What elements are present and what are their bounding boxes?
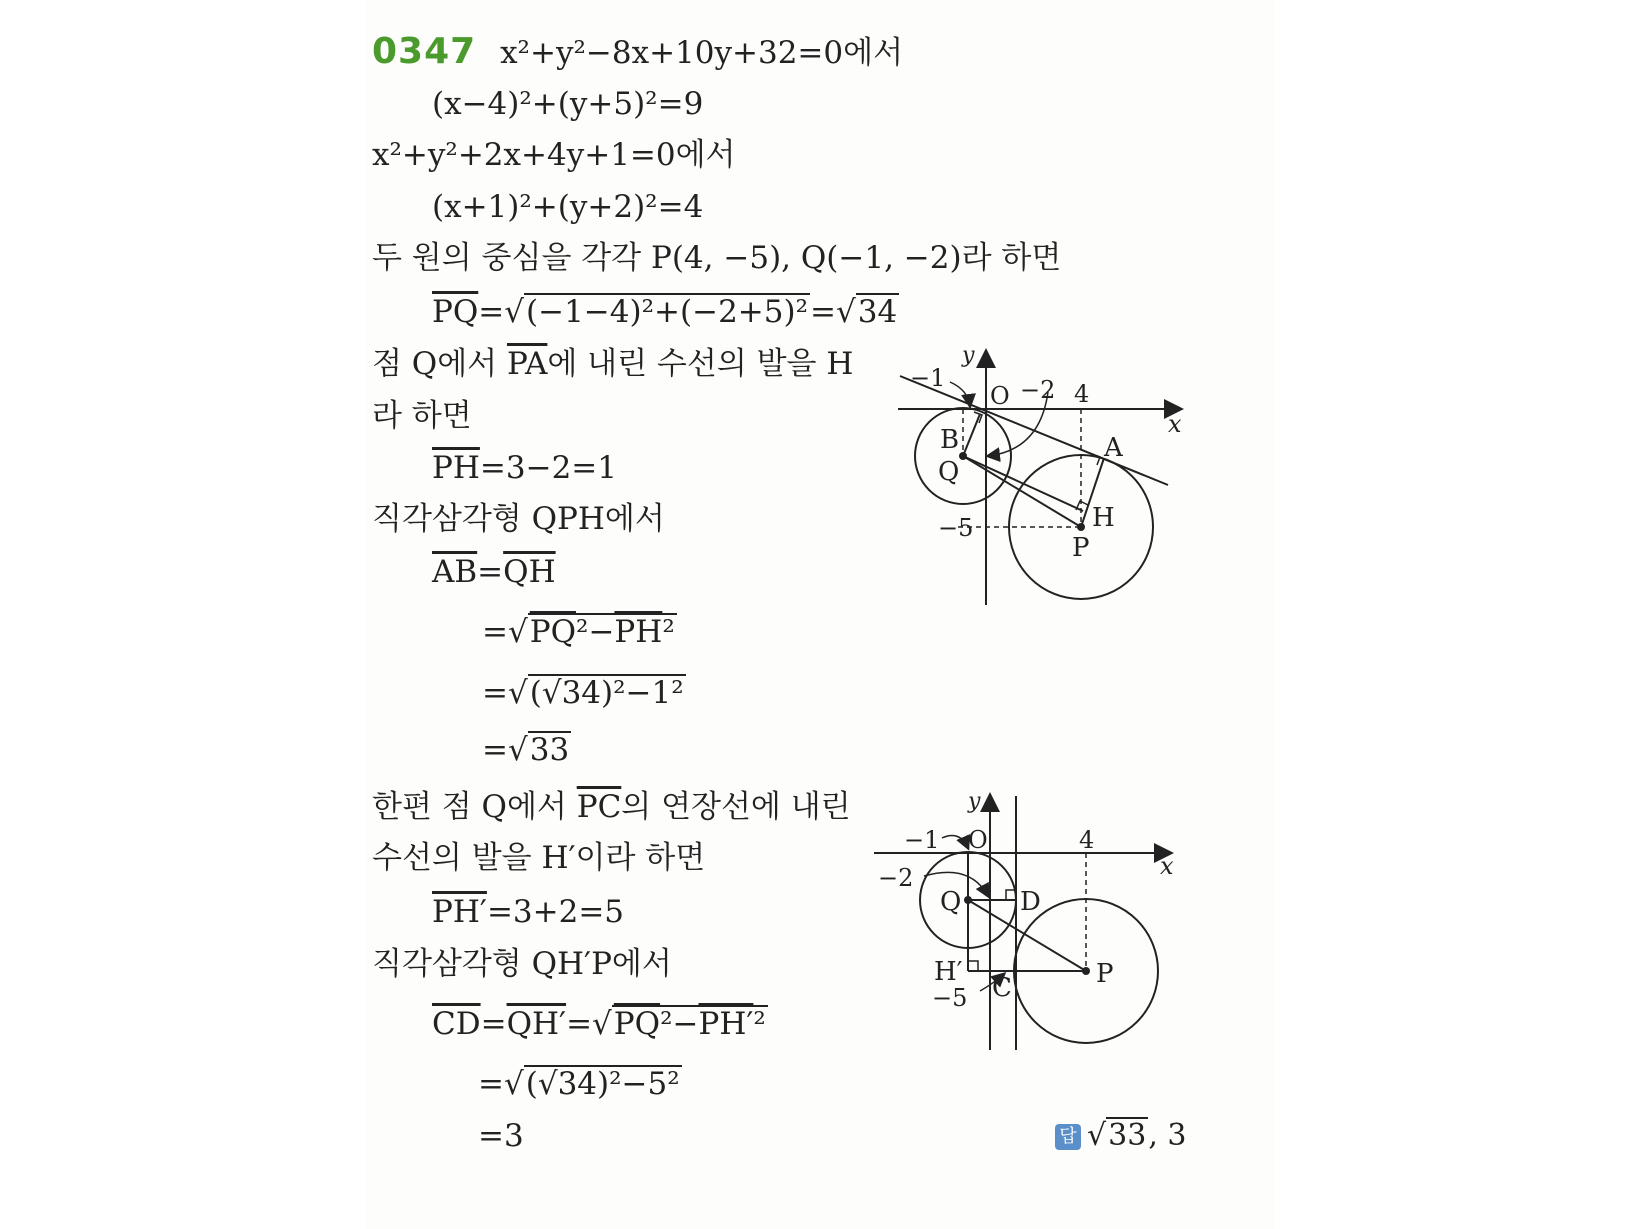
sqrt-sign: =√ <box>566 1006 612 1042</box>
label-minus2: −2 <box>1020 376 1056 404</box>
label-minus2: −2 <box>878 864 914 892</box>
label-a: A <box>1104 433 1123 463</box>
segment-qh <box>963 456 1083 511</box>
label-x: x <box>1160 852 1174 880</box>
label-p: P <box>1072 533 1090 563</box>
label-h-prime: H′ <box>934 957 963 987</box>
text: ² <box>662 614 675 650</box>
ab-result <box>482 730 571 770</box>
sqrt-sign: √ <box>1087 1118 1107 1153</box>
answer-icon: 답 <box>1055 1124 1081 1150</box>
radicand: 33 <box>529 732 570 768</box>
sqrt-sign: =√ <box>810 294 856 330</box>
segment-ph-prime: PH′ <box>432 894 487 930</box>
answer-text: , 3 <box>1148 1118 1187 1153</box>
point-q <box>964 896 972 904</box>
equation-2-standard: (x+1)²+(y+2)²=4 <box>432 189 704 225</box>
right-triangle-qph: 직각삼각형 QPH에서 <box>372 501 665 537</box>
label-o: O <box>968 826 988 854</box>
text: ²− <box>576 614 615 650</box>
ab-equals-qh <box>432 552 556 592</box>
point-p <box>1077 523 1085 531</box>
label-y: y <box>962 343 975 368</box>
second-perpendicular-cont: 수선의 발을 H′이라 하면 <box>372 840 706 876</box>
problem-header <box>372 32 903 73</box>
perpendicular-statement-cont: 라 하면 <box>372 398 472 434</box>
sqrt-sign: =√ <box>478 1066 524 1102</box>
segment-pq: $\overline{PQ}$ <box>432 294 479 330</box>
segment-qb <box>963 414 980 456</box>
segment-pc: $\overline{PC}$ <box>576 789 622 825</box>
radicand: (√34)²−1² <box>529 675 684 711</box>
arrow-minus1 <box>942 836 968 848</box>
text: 한편 점 Q에서 <box>372 789 577 825</box>
segment-pq: PQ <box>613 1006 661 1042</box>
label-b: B <box>940 425 960 455</box>
problem-number: 0347 <box>372 31 477 72</box>
segment-ph-prime: PH′ <box>698 1006 754 1042</box>
figure-1 <box>890 340 1200 620</box>
equals: = <box>480 1006 507 1042</box>
cd-step-1 <box>478 1064 682 1104</box>
ab-step-2 <box>482 673 686 713</box>
segment-ph: $\overline{PH}$ <box>614 614 663 650</box>
sqrt-sign: =√ <box>482 614 528 650</box>
label-h: H <box>1092 503 1115 533</box>
sqrt-sign: =√ <box>478 294 525 330</box>
text: 점 Q에서 <box>372 346 507 382</box>
ph-length <box>432 448 617 488</box>
segment-pa: $\overline{PA}$ <box>506 346 548 382</box>
segment-ph: $\overline{PH}$ <box>432 450 480 486</box>
segment-ab: $\overline{AB}$ <box>432 554 478 590</box>
equals: = <box>477 554 504 590</box>
label-p: P <box>1096 959 1114 989</box>
figure-2 <box>870 788 1190 1058</box>
label-d: D <box>1020 887 1041 917</box>
label-x: x <box>1168 410 1182 438</box>
label-4: 4 <box>1074 380 1090 408</box>
label-minus5: −5 <box>938 514 974 542</box>
pq-distance <box>432 292 899 332</box>
sqrt-sign: =√ <box>482 732 528 768</box>
ab-step-1 <box>482 612 677 652</box>
segment-pq: PQ <box>529 614 577 650</box>
cd-equals-qh-prime <box>432 1004 768 1044</box>
answer <box>1055 1116 1186 1156</box>
text: ² <box>753 1006 766 1042</box>
radicand <box>528 613 677 649</box>
radicand: 33 <box>1108 1118 1147 1153</box>
segment-qp <box>963 456 1081 527</box>
radicand: 34 <box>857 294 898 330</box>
label-minus1: −1 <box>910 364 946 392</box>
segment-cd: $\overline{CD}$ <box>432 1006 481 1042</box>
segment-qh-prime: QH′ <box>506 1006 567 1042</box>
point-p <box>1082 967 1090 975</box>
label-c: C <box>992 973 1012 1003</box>
radicand: (√34)²−5² <box>525 1066 680 1102</box>
text: ²− <box>660 1006 699 1042</box>
label-q: Q <box>938 457 960 487</box>
label-o: O <box>990 382 1010 410</box>
label-y: y <box>968 789 981 814</box>
point-q <box>959 452 967 460</box>
perpendicular-statement <box>372 344 853 384</box>
centers-statement: 두 원의 중심을 각각 P(4, −5), Q(−1, −2)라 하면 <box>372 240 1062 276</box>
ph-prime-length <box>432 892 624 932</box>
radicand: (−1−4)²+(−2+5)² <box>526 294 809 330</box>
label-minus1: −1 <box>904 826 940 854</box>
cd-result: =3 <box>478 1118 524 1154</box>
sqrt-sign: =√ <box>482 675 528 711</box>
equation-1: x²+y²−8x+10y+32=0에서 <box>500 35 904 71</box>
label-q: Q <box>940 887 962 917</box>
right-angle-h-prime <box>968 961 978 971</box>
segment-qh: $\overline{QH}$ <box>503 554 556 590</box>
text: =3−2=1 <box>479 450 617 486</box>
label-minus5: −5 <box>932 984 968 1012</box>
text: 에 내린 수선의 발을 H <box>547 346 854 382</box>
equation-2: x²+y²+2x+4y+1=0에서 <box>372 137 736 173</box>
right-triangle-qhp: 직각삼각형 QH′P에서 <box>372 946 672 982</box>
equation-1-standard: (x−4)²+(y+5)²=9 <box>432 86 704 122</box>
text: 의 연장선에 내린 <box>621 789 851 825</box>
label-4: 4 <box>1079 826 1095 854</box>
radicand <box>612 1005 768 1041</box>
second-perpendicular-statement <box>372 787 851 827</box>
text: =3+2=5 <box>486 894 625 930</box>
